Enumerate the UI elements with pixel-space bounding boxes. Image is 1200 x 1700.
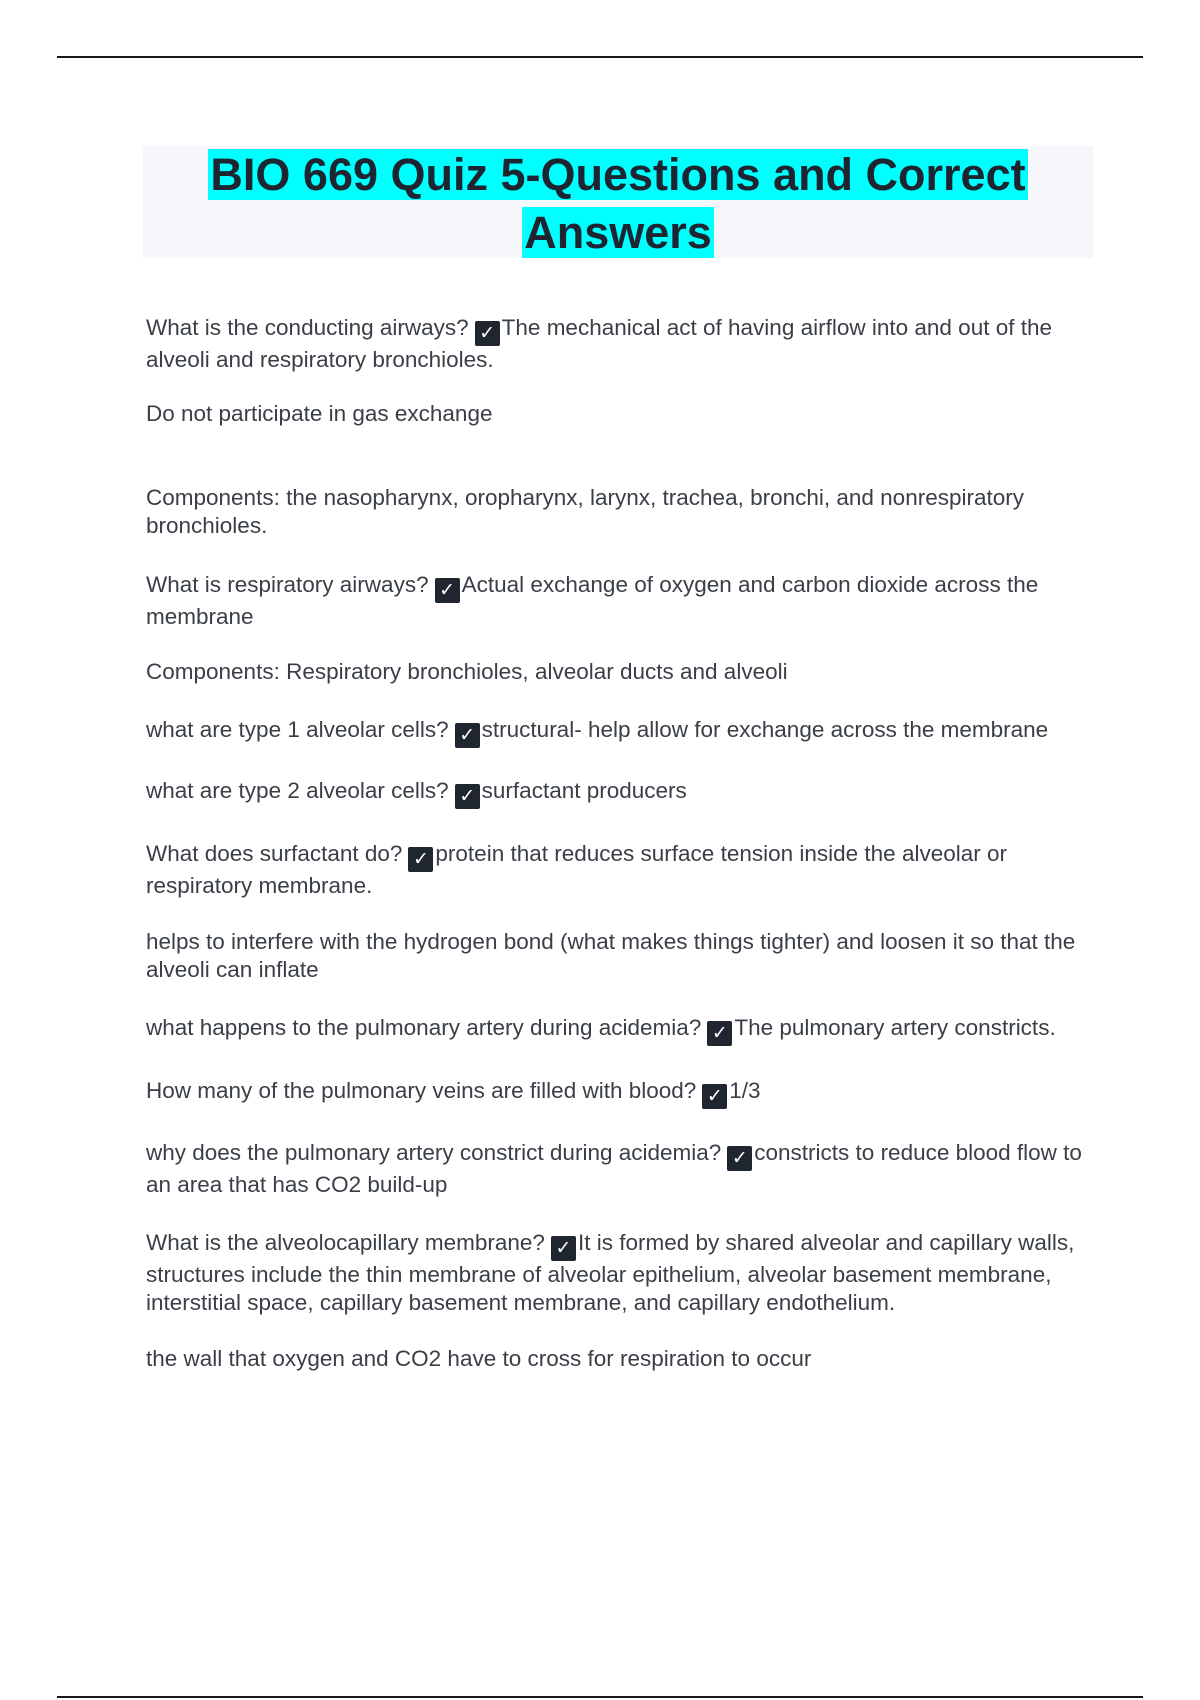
question-text: What does surfactant do? xyxy=(146,841,403,866)
text-paragraph xyxy=(146,1345,1096,1373)
question-text: why does the pulmonary artery constrict during acidemia? xyxy=(146,1140,722,1165)
document-body xyxy=(146,314,1096,1373)
answer-text: constricts to reduce blood flow to an area that has CO2 build-up xyxy=(146,1140,1082,1197)
question-text: What is the conducting airways? xyxy=(146,315,469,340)
question-text: what happens to the pulmonary artery during acidemia? xyxy=(146,1015,702,1040)
qa-paragraph xyxy=(146,777,1096,809)
check-box-icon: ✓ xyxy=(702,1084,727,1109)
answer-text: surfactant producers xyxy=(481,778,687,803)
text-paragraph xyxy=(146,928,1096,984)
check-box-icon: ✓ xyxy=(707,1021,732,1046)
title-box xyxy=(143,146,1093,258)
qa-paragraph xyxy=(146,1229,1096,1317)
answer-text: The mechanical act of having airflow into and out of the alveoli and respiratory bronchioles. xyxy=(146,315,1052,372)
paragraph-text: Do not participate in gas exchange xyxy=(146,401,493,426)
question-text: What is respiratory airways? xyxy=(146,572,429,597)
question-text: what are type 1 alveolar cells? xyxy=(146,717,449,742)
footer-rule xyxy=(57,1696,1143,1698)
check-box-icon: ✓ xyxy=(408,847,433,872)
paragraph-text: Components: Respiratory bronchioles, alveolar ducts and alveoli xyxy=(146,659,788,684)
qa-paragraph xyxy=(146,1014,1096,1046)
qa-paragraph xyxy=(146,1077,1096,1109)
answer-text: It is formed by shared alveolar and capillary walls, structures include the thin membrane of alveolar epithelium, alveolar basement membrane, interstitial space, capillary basement membrane, and capillary endothelium. xyxy=(146,1230,1075,1315)
check-box-icon: ✓ xyxy=(727,1146,752,1171)
answer-text: Actual exchange of oxygen and carbon dioxide across the membrane xyxy=(146,572,1039,629)
paragraph-text: the wall that oxygen and CO2 have to cross for respiration to occur xyxy=(146,1346,812,1371)
qa-paragraph xyxy=(146,1139,1096,1199)
text-paragraph xyxy=(146,484,1096,540)
document-title: BIO 669 Quiz 5-Questions and Correct Answers xyxy=(210,149,1026,258)
check-box-icon: ✓ xyxy=(455,723,480,748)
qa-paragraph xyxy=(146,840,1096,900)
answer-text: structural- help allow for exchange across the membrane xyxy=(481,717,1049,742)
answer-text: The pulmonary artery constricts. xyxy=(734,1015,1056,1040)
check-box-icon: ✓ xyxy=(455,784,480,809)
qa-paragraph xyxy=(146,716,1096,748)
paragraph-text: Components: the nasopharynx, oropharynx, larynx, trachea, bronchi, and nonrespiratory bronchioles. xyxy=(146,485,1024,538)
check-box-icon: ✓ xyxy=(551,1236,576,1261)
question-text: What is the alveolocapillary membrane? xyxy=(146,1230,545,1255)
paragraph-text: helps to interfere with the hydrogen bond (what makes things tighter) and loosen it so that the alveoli can inflate xyxy=(146,929,1076,982)
qa-paragraph xyxy=(146,314,1096,374)
qa-paragraph xyxy=(146,571,1096,631)
text-paragraph xyxy=(146,658,1096,686)
answer-text: protein that reduces surface tension inside the alveolar or respiratory membrane. xyxy=(146,841,1007,898)
text-paragraph xyxy=(146,400,1096,428)
question-text: what are type 2 alveolar cells? xyxy=(146,778,449,803)
check-box-icon: ✓ xyxy=(475,321,500,346)
check-box-icon: ✓ xyxy=(435,578,460,603)
answer-text: 1/3 xyxy=(729,1078,761,1103)
question-text: How many of the pulmonary veins are filled with blood? xyxy=(146,1078,697,1103)
header-rule xyxy=(57,56,1143,58)
